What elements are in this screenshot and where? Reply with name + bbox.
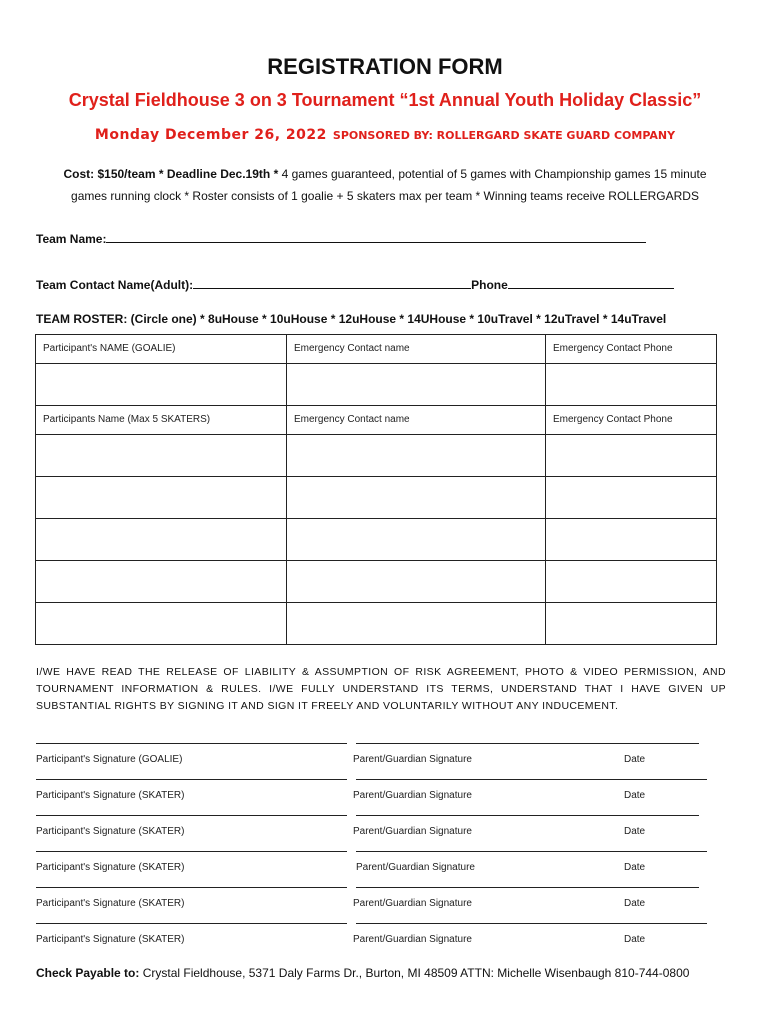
- parent-signature-line[interactable]: [356, 923, 707, 924]
- skater-contact-cell[interactable]: [287, 561, 546, 603]
- sponsor: SPONSORED BY: ROLLERGARD SKATE GUARD COMPANY: [332, 129, 676, 142]
- parent-signature-line[interactable]: [356, 887, 699, 888]
- goalie-phone-header: Emergency Contact Phone: [546, 335, 717, 364]
- roster-info: games running clock * Roster consists of 1 goalie + 5 skaters max per team * Winning teams receive ROLLERGARDS: [71, 189, 699, 203]
- goalie-table: [35, 334, 717, 406]
- skater-contact-header: Emergency Contact name: [287, 406, 546, 435]
- parent-signature-label: Parent/Guardian Signature: [353, 898, 472, 909]
- table-row: [36, 477, 717, 519]
- payment-info: [36, 966, 689, 980]
- skater-phone-cell[interactable]: [546, 561, 717, 603]
- skater-phone-cell[interactable]: [546, 603, 717, 645]
- team-name-label: Team Name:: [36, 232, 107, 246]
- parent-signature-label: Parent/Guardian Signature: [353, 826, 472, 837]
- cost-deadline: Cost: $150/team * Deadline Dec.19th *: [63, 167, 279, 181]
- parent-signature-label: Parent/Guardian Signature: [353, 934, 472, 945]
- participant-signature-label: Participant's Signature (SKATER): [36, 898, 185, 909]
- participant-signature-label: Participant's Signature (SKATER): [36, 862, 185, 873]
- table-row: [36, 519, 717, 561]
- participant-signature-label: Participant's Signature (GOALIE): [36, 754, 183, 765]
- date-label: Date: [624, 754, 646, 765]
- parent-signature-label: Parent/Guardian Signature: [356, 862, 475, 873]
- payable-label: Check Payable to:: [36, 966, 140, 980]
- participant-signature-line[interactable]: [36, 815, 347, 816]
- date-label: Date: [624, 862, 646, 873]
- participant-signature-line[interactable]: [36, 923, 347, 924]
- skater-name-cell[interactable]: [36, 477, 287, 519]
- participant-signature-line[interactable]: [36, 851, 347, 852]
- skater-contact-cell[interactable]: [287, 603, 546, 645]
- skater-phone-cell[interactable]: [546, 435, 717, 477]
- payable-address: Crystal Fieldhouse, 5371 Daly Farms Dr., Burton, MI 48509 ATTN: Michelle Wisenbaugh 810-744-0800: [139, 966, 690, 980]
- date-label: Date: [624, 934, 646, 945]
- skater-name-cell[interactable]: [36, 561, 287, 603]
- parent-signature-line[interactable]: [356, 779, 707, 780]
- goalie-contact-header: Emergency Contact name: [287, 335, 546, 364]
- table-row: [36, 435, 717, 477]
- participant-signature-label: Participant's Signature (SKATER): [36, 790, 185, 801]
- skater-contact-cell[interactable]: [287, 477, 546, 519]
- skater-contact-cell[interactable]: [287, 435, 546, 477]
- date-label: Date: [624, 790, 646, 801]
- release-statement: I/WE HAVE READ THE RELEASE OF LIABILITY & ASSUMPTION OF RISK AGREEMENT, PHOTO & VIDEO PERMISSION, AND TOURNAMENT INFORMATION & RULES. I/WE FULLY UNDERSTAND ITS TERMS, UNDERSTAND THAT I HAVE GIVEN UP SUBSTANTIAL RIGHTS BY SIGNING IT AND SIGN IT FREELY AND VOLUNTARILY WITHOUT ANY INDUCEMENT.: [36, 666, 726, 712]
- team-name-field[interactable]: [36, 230, 646, 246]
- contact-field[interactable]: [36, 276, 674, 292]
- participant-signature-line[interactable]: [36, 779, 347, 780]
- skaters-table: [35, 405, 717, 645]
- goalie-phone-cell[interactable]: [546, 364, 717, 406]
- skater-phone-cell[interactable]: [546, 519, 717, 561]
- skater-name-header: Participants Name (Max 5 SKATERS): [36, 406, 287, 435]
- goalie-name-cell[interactable]: [36, 364, 287, 406]
- games-info: 4 games guaranteed, potential of 5 games with Championship games 15 minute: [278, 167, 707, 181]
- skater-name-cell[interactable]: [36, 603, 287, 645]
- goalie-name-header: Participant's NAME (GOALIE): [36, 335, 287, 364]
- participant-signature-label: Participant's Signature (SKATER): [36, 826, 185, 837]
- roster-title: TEAM ROSTER: (Circle one) * 8uHouse * 10uHouse * 12uHouse * 14UHouse * 10uTravel * 12uTravel * 14uTravel: [36, 312, 667, 326]
- date-sponsor-line: [0, 124, 770, 143]
- contact-name-line[interactable]: [193, 276, 471, 289]
- form-title: REGISTRATION FORM: [267, 54, 503, 79]
- tournament-name: Crystal Fieldhouse 3 on 3 Tournament “1st Annual Youth Holiday Classic”: [68, 90, 702, 110]
- parent-signature-line[interactable]: [356, 743, 699, 744]
- phone-line[interactable]: [508, 276, 674, 289]
- team-name-line[interactable]: [106, 230, 646, 243]
- participant-signature-line[interactable]: [36, 743, 347, 744]
- cost-info: [40, 163, 730, 207]
- participant-signature-line[interactable]: [36, 887, 347, 888]
- skater-name-cell[interactable]: [36, 519, 287, 561]
- skater-name-cell[interactable]: [36, 435, 287, 477]
- table-row: [36, 603, 717, 645]
- date-label: Date: [624, 826, 646, 837]
- contact-name-label: Team Contact Name(Adult):: [36, 278, 194, 292]
- skater-phone-header: Emergency Contact Phone: [546, 406, 717, 435]
- skater-phone-cell[interactable]: [546, 477, 717, 519]
- table-row: [36, 561, 717, 603]
- skater-contact-cell[interactable]: [287, 519, 546, 561]
- phone-label: Phone: [471, 278, 508, 292]
- parent-signature-line[interactable]: [356, 851, 707, 852]
- parent-signature-label: Parent/Guardian Signature: [353, 790, 472, 801]
- participant-signature-label: Participant's Signature (SKATER): [36, 934, 185, 945]
- date-label: Date: [624, 898, 646, 909]
- parent-signature-label: Parent/Guardian Signature: [353, 754, 472, 765]
- event-date: Monday December 26, 2022: [94, 127, 327, 143]
- goalie-contact-cell[interactable]: [287, 364, 546, 406]
- parent-signature-line[interactable]: [356, 815, 699, 816]
